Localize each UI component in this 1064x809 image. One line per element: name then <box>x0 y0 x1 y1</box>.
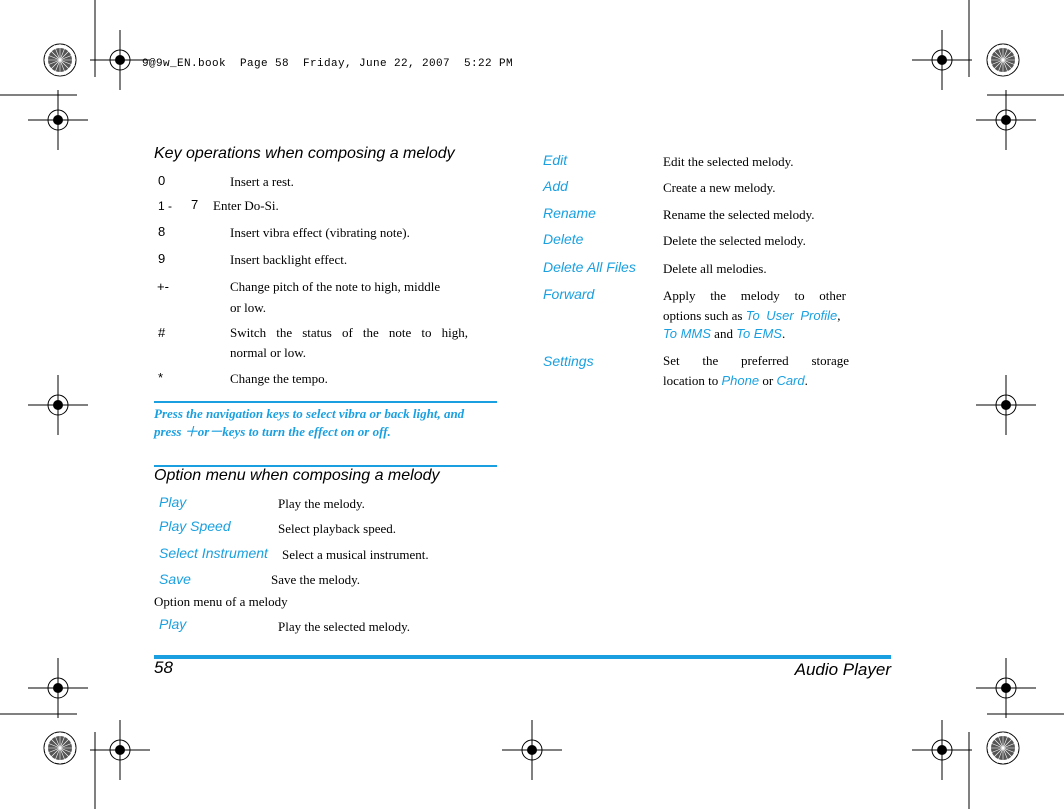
registration-crosshair-icon <box>912 720 972 780</box>
key-label: 8 <box>158 224 166 239</box>
to-ems-link[interactable]: To EMS <box>736 326 782 341</box>
to-mms-link[interactable]: To MMS <box>663 326 711 341</box>
menu-item-add[interactable]: Add <box>543 178 568 194</box>
option-menu-title: Option menu when composing a melody <box>154 467 440 484</box>
forward-desc-line2: options such as To User Profile, <box>663 308 841 323</box>
registration-crosshair-icon <box>28 375 88 435</box>
registration-crosshair-icon <box>502 720 562 780</box>
key-operations-title: Key operations when composing a melody <box>154 145 455 162</box>
settings-desc-line1: Set the preferred storage <box>663 353 849 368</box>
menu-item-rename[interactable]: Rename <box>543 205 596 221</box>
forward-desc-line1: Apply the melody to other <box>663 288 846 303</box>
key-desc: Change pitch of the note to high, middle <box>230 279 441 294</box>
footer-rule <box>154 655 891 659</box>
menu-item-desc: Delete all melodies. <box>663 261 767 276</box>
registration-crosshair-icon <box>976 658 1036 718</box>
key-desc: Insert a rest. <box>230 174 294 189</box>
section-title: Audio Player <box>794 660 891 679</box>
key-label: # <box>158 325 166 340</box>
registration-crosshair-icon <box>912 30 972 90</box>
color-bar-star-icon <box>987 732 1019 764</box>
key-label: 9 <box>158 251 166 266</box>
key-desc: Change the tempo. <box>230 371 328 386</box>
key-desc: Enter Do-Si. <box>213 198 279 213</box>
color-bar-star-icon <box>44 44 76 76</box>
registration-crosshair-icon <box>976 375 1036 435</box>
menu-item-play-selected[interactable]: Play <box>159 616 187 632</box>
menu-item-settings[interactable]: Settings <box>543 353 594 369</box>
key-desc: Insert vibra effect (vibrating note). <box>230 225 410 240</box>
registration-crosshair-icon <box>90 720 150 780</box>
menu-item-save[interactable]: Save <box>159 571 191 587</box>
menu-item-play[interactable]: Play <box>159 494 187 510</box>
menu-item-desc: Play the selected melody. <box>278 619 411 634</box>
card-link[interactable]: Card <box>776 373 805 388</box>
key-desc: normal or low. <box>230 345 307 360</box>
menu-item-select-instrument[interactable]: Select Instrument <box>159 545 268 561</box>
key-desc: or low. <box>230 300 266 315</box>
registration-crosshair-icon <box>90 30 150 90</box>
note-text: Press the navigation keys to select vibra or back light, and press ＋or－keys to turn the effect on or off. <box>154 406 465 439</box>
key-desc: Switch the status of the note to high, <box>230 325 468 340</box>
option-menu-melody-title: Option menu of a melody <box>154 594 288 609</box>
settings-desc-line2: location to Phone or Card. <box>663 373 808 388</box>
menu-item-desc: Create a new melody. <box>663 180 776 195</box>
phone-link[interactable]: Phone <box>721 373 760 388</box>
color-bar-star-icon <box>987 44 1019 76</box>
menu-item-desc: Play the melody. <box>278 496 365 511</box>
menu-item-delete[interactable]: Delete <box>543 231 584 247</box>
menu-item-edit[interactable]: Edit <box>543 152 568 168</box>
key-label: * <box>158 370 164 385</box>
color-bar-star-icon <box>44 732 76 764</box>
to-user-profile-link[interactable]: To User Profile <box>745 308 838 323</box>
key-label: 7 <box>191 197 199 212</box>
menu-item-desc: Save the melody. <box>271 572 361 587</box>
page-number: 58 <box>154 658 173 677</box>
menu-item-play-speed[interactable]: Play Speed <box>159 518 231 534</box>
registration-crosshair-icon <box>28 90 88 150</box>
menu-item-desc: Rename the selected melody. <box>663 207 815 222</box>
menu-item-desc: Select a musical instrument. <box>282 547 429 562</box>
menu-item-desc: Select playback speed. <box>278 521 397 536</box>
key-label: +- <box>157 279 169 294</box>
forward-desc-line3: To MMS and To EMS. <box>663 326 786 341</box>
key-label: 1 - <box>158 199 173 213</box>
menu-item-desc: Edit the selected melody. <box>663 154 794 169</box>
registration-crosshair-icon <box>28 658 88 718</box>
print-header-line: 9@9w_EN.book Page 58 Friday, June 22, 2007 5:22 PM <box>142 58 514 70</box>
menu-item-forward[interactable]: Forward <box>543 286 595 302</box>
menu-item-desc: Delete the selected melody. <box>663 233 806 248</box>
menu-item-delete-all-files[interactable]: Delete All Files <box>543 259 636 275</box>
key-label: 0 <box>158 173 166 188</box>
registration-crosshair-icon <box>976 90 1036 150</box>
key-desc: Insert backlight effect. <box>230 252 348 267</box>
